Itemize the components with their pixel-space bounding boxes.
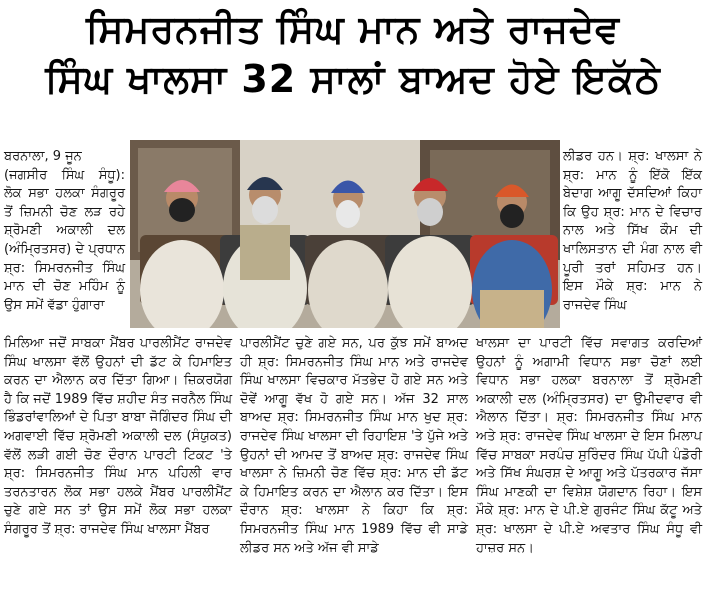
column-left-top xyxy=(4,148,125,315)
column-right-bottom xyxy=(476,335,702,558)
headline-line-1: ਸਿਮਰਨਜੀਤ ਸਿੰਘ ਮਾਨ ਅਤੇ ਰਾਜਦੇਵ xyxy=(86,7,620,51)
column-right-top xyxy=(563,148,702,315)
column-left-bottom xyxy=(4,335,232,540)
article-text-part-1: ਲੋਕ ਸਭਾ ਹਲਕਾ ਸੰਗਰੂਰ ਤੋਂ ਜ਼ਿਮਨੀ ਚੋਣ ਲੜ ਰਹੇ ਸ਼੍ਰੋਮਣੀ ਅਕਾਲੀ ਦਲ (ਅੰਮ੍ਰਿਤਸਰ) ਦੇ ਪ੍ਰਧਾਨ ਸ਼੍ਰ: ਸਿਮਰਨਜੀਤ ਸਿੰਘ ਮਾਨ ਦੀ ਚੋਣ ਮਹਿੰਮ ਨੂੰ ਉਸ ਸਮੇਂ ਵੱਡਾ ਹੁੰਗਾਰਾ xyxy=(4,186,125,313)
dateline: ਬਰਨਾਲਾ, 9 ਜੂਨ xyxy=(4,149,82,164)
news-photo xyxy=(130,140,560,328)
article-text-part-3: ਪਾਰਲੀਮੈਂਟ ਚੁਣੇ ਗਏ ਸਨ, ਪਰ ਕੁੱਝ ਸਮੇਂ ਬਾਅਦ ਹੀ ਸ਼੍ਰ: ਸਿਮਰਨਜੀਤ ਸਿੰਘ ਮਾਨ ਅਤੇ ਰਾਜਦੇਵ ਸਿੰਘ ਖਾਲਸਾ ਵਿਚਕਾਰ ਮੱਤਭੇਦ ਹੋ ਗਏ ਸਨ ਅਤੇ ਦੋਵੇਂ ਆਗੂ ਵੱਖ ਹੋ ਗਏ ਸਨ। ਅੱਜ 32 ਸਾਲ ਬਾਅਦ ਸ਼੍ਰ: ਸਿਮਰਨਜੀਤ ਸਿੰਘ ਮਾਨ ਖੁਦ ਸ਼੍ਰ: ਰਾਜਦੇਵ ਸਿੰਘ ਖਾਲਸਾ ਦੀ ਰਿਹਾਇਸ਼ 'ਤੇ ਪੁੱਜੇ ਅਤੇ ਉਹਨਾਂ ਦੀ ਆਮਦ ਤੋਂ ਬਾਅਦ ਸ਼੍ਰ: ਰਾਜਦੇਵ ਸਿੰਘ ਖਾਲਸਾ ਨੇ ਜ਼ਿਮਨੀ ਚੋਣ ਵਿੱਚ ਸ਼੍ਰ: ਮਾਨ ਦੀ ਡੱਟ ਕੇ ਹਿਮਾਇਤ ਕਰਨ ਦਾ ਐਲਾਨ ਕਰ ਦਿੱਤਾ। ਇਸ ਦੌਰਾਨ ਸ਼੍ਰ: ਖਾਲਸਾ ਨੇ ਕਿਹਾ ਕਿ ਸ਼੍ਰ: ਸਿਮਰਨਜੀਤ ਸਿੰਘ ਮਾਨ 1989 ਵਿੱਚ ਵੀ ਸਾਡੇ ਲੀਡਰ ਸਨ ਅਤੇ ਅੱਜ ਵੀ ਸਾਡੇ xyxy=(240,336,468,556)
article-text-part-2: ਮਿਲਿਆ ਜਦੋਂ ਸਾਬਕਾ ਮੈਂਬਰ ਪਾਰਲੀਮੈਂਟ ਰਾਜਦੇਵ ਸਿੰਘ ਖਾਲਸਾ ਵੱਲੋਂ ਉਹਨਾਂ ਦੀ ਡੱਟ ਕੇ ਹਿਮਾਇਤ ਕਰਨ ਦਾ ਐਲਾਨ ਕਰ ਦਿੱਤਾ ਗਿਆ। ਜ਼ਿਕਰਯੋਗ ਹੈ ਕਿ ਜਦੋਂ 1989 ਵਿੱਚ ਸ਼ਹੀਦ ਸੰਤ ਜਰਨੈਲ ਸਿੰਘ ਭਿੰਡਰਾਂਵਾਲਿਆਂ ਦੇ ਪਿਤਾ ਬਾਬਾ ਜੋਗਿੰਦਰ ਸਿੰਘ ਦੀ ਅਗਵਾਈ ਵਿੱਚ ਸ਼੍ਰੋਮਣੀ ਅਕਾਲੀ ਦਲ (ਸੰਯੁਕਤ) ਵੱਲੋਂ ਲੜੀ ਗਈ ਚੋਣ ਦੌਰਾਨ ਪਾਰਟੀ ਟਿਕਟ 'ਤੇ ਸ਼੍ਰ: ਸਿਮਰਨਜੀਤ ਸਿੰਘ ਮਾਨ ਪਹਿਲੀ ਵਾਰ ਤਰਨਤਾਰਨ ਲੋਕ ਸਭਾ ਹਲਕੇ ਮੈਂਬਰ ਪਾਰਲੀਮੈਂਟ ਚੁਣੇ ਗਏ ਸਨ ਤਾਂ ਉਸ ਸਮੇਂ ਲੋਕ ਸਭਾ ਹਲਕਾ ਸੰਗਰੂਰ ਤੋਂ ਸ਼੍ਰ: ਰਾਜਦੇਵ ਸਿੰਘ ਖਾਲਸਾ ਮੈਂਬਰ xyxy=(4,336,232,537)
article-text-part-6: ਖਾਲਸਾ ਦਾ ਪਾਰਟੀ ਵਿੱਚ ਸਵਾਗਤ ਕਰਦਿਆਂ ਉਹਨਾਂ ਨੂੰ ਅਗਾਮੀ ਵਿਧਾਨ ਸਭਾ ਚੋਣਾਂ ਲਈ ਵਿਧਾਨ ਸਭਾ ਹਲਕਾ ਬਰਨਾਲਾ ਤੋਂ ਸ਼੍ਰੋਮਣੀ ਅਕਾਲੀ ਦਲ (ਅੰਮ੍ਰਿਤਸਰ) ਦਾ ਉਮੀਦਵਾਰ ਵੀ ਐਲਾਨ ਦਿੱਤਾ। ਸ਼੍ਰ: ਸਿਮਰਨਜੀਤ ਸਿੰਘ ਮਾਨ ਅਤੇ ਸ਼੍ਰ: ਰਾਜਦੇਵ ਸਿੰਘ ਖਾਲਸਾ ਦੇ ਇਸ ਮਿਲਾਪ ਵਿੱਚ ਸਾਬਕਾ ਸਰਪੰਚ ਸੁਰਿੰਦਰ ਸਿੰਘ ਪੱਪੀ ਪੰਡੋਰੀ ਅਤੇ ਸਿੱਖ ਸੰਘਰਸ਼ ਦੇ ਆਗੂ ਅਤੇ ਪੱਤਰਕਾਰ ਜੱਸਾ ਸਿੰਘ ਮਾਣਕੀ ਦਾ ਵਿਸ਼ੇਸ਼ ਯੋਗਦਾਨ ਰਿਹਾ। ਇਸ ਮੌਕੇ ਸ਼੍ਰ: ਮਾਨ ਦੇ ਪੀ.ਏ ਗੁਰਜੰਟ ਸਿੰਘ ਕੱਟੂ ਅਤੇ ਸ਼੍ਰ: ਖਾਲਸਾ ਦੇ ਪੀ.ਏ ਅਵਤਾਰ ਸਿੰਘ ਸੰਧੂ ਵੀ ਹਾਜ਼ਰ ਸਨ। xyxy=(476,336,702,556)
column-middle-bottom xyxy=(240,335,468,558)
article-text-part-5: ਲੀਡਰ ਹਨ। ਸ਼੍ਰ: ਖਾਲਸਾ ਨੇ ਸ਼੍ਰ: ਮਾਨ ਨੂੰ ਇੱਕੋ ਇੱਕ ਬੇਦਾਗ ਆਗੂ ਦੱਸਦਿਆਂ ਕਿਹਾ ਕਿ ਉਹ ਸ਼੍ਰ: ਮਾਨ ਦੇ ਵਿਚਾਰ ਨਾਲ ਅਤੇ ਸਿੱਖ ਕੌਮ ਦੀ ਖਾਲਿਸਤਾਨ ਦੀ ਮੰਗ ਨਾਲ ਵੀ ਪੂਰੀ ਤਰਾਂ ਸਹਿਮਤ ਹਨ। ਇਸ ਮੌਕੇ ਸ਼੍ਰ: ਮਾਨ ਨੇ ਰਾਜਦੇਵ ਸਿੰਘ xyxy=(563,149,702,313)
byline: (ਜਗਸੀਰ ਸਿੰਘ ਸੰਧੂ): xyxy=(4,167,125,183)
headline xyxy=(0,4,706,104)
headline-line-2: ਸਿੰਘ ਖਾਲਸਾ 32 ਸਾਲਾਂ ਬਾਅਦ ਹੋਏ ਇਕੱਠੇ xyxy=(45,57,661,101)
